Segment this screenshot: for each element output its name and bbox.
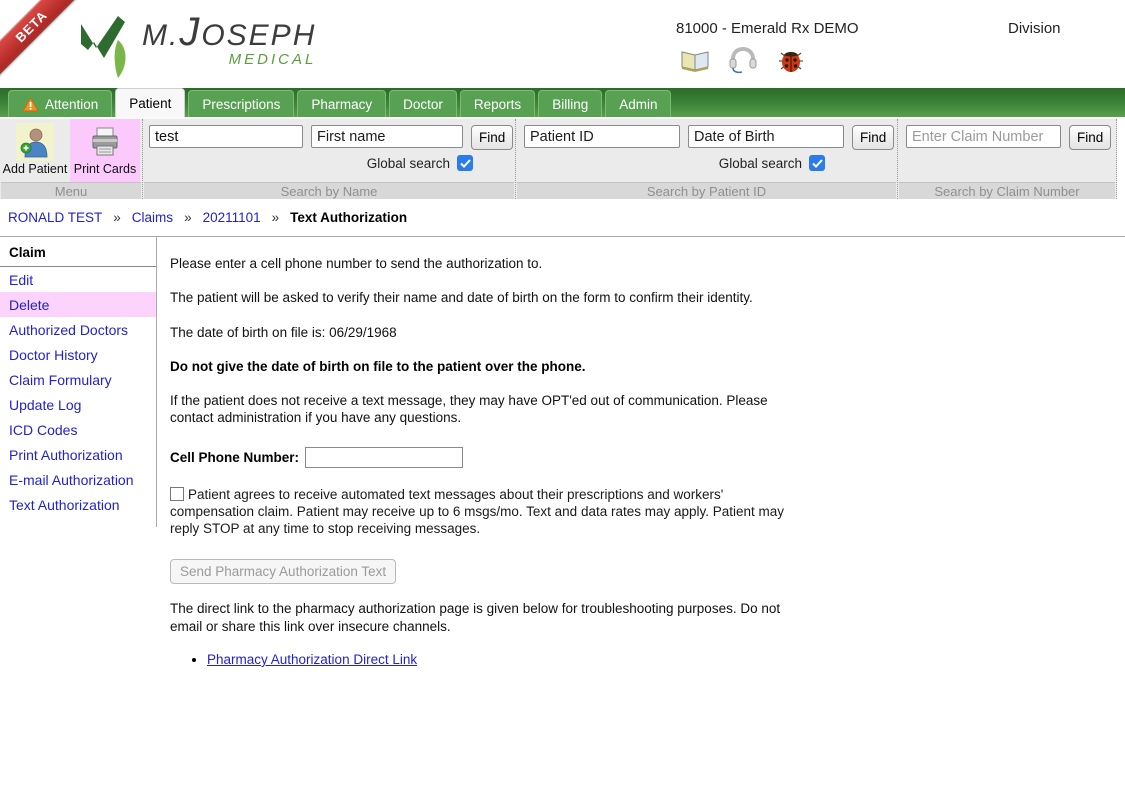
tab-label: Pharmacy (311, 96, 373, 112)
tab-doctor[interactable] (389, 90, 457, 117)
beta-ribbon-label: BETA (12, 7, 50, 45)
toolbar-section-search-by-name (143, 119, 516, 199)
toolbar-section-search-by-claim (898, 119, 1117, 199)
logo-subtitle: MEDICAL (228, 51, 317, 68)
tab-label: Patient (129, 95, 172, 111)
tab-patient[interactable] (115, 88, 185, 117)
sidebar-title: Claim (0, 237, 156, 267)
find-by-claim-button[interactable]: Find (1069, 125, 1111, 150)
tab-billing[interactable] (538, 90, 602, 117)
breadcrumb-separator: » (113, 210, 121, 225)
section-label-menu: Menu (1, 182, 141, 199)
global-search-name-checkbox[interactable] (457, 155, 473, 171)
tab-label: Billing (552, 96, 589, 112)
agreement-checkbox[interactable] (170, 487, 184, 501)
breadcrumb-claim-date-link[interactable]: 20211101 (202, 210, 261, 225)
add-patient-icon (16, 123, 54, 161)
find-by-patient-id-button[interactable]: Find (852, 125, 894, 150)
claim-number-input[interactable] (906, 125, 1061, 148)
agreement-row (170, 486, 802, 538)
global-search-label: Global search (718, 155, 802, 171)
sidebar-item-email-authorization[interactable]: E-mail Authorization (9, 472, 134, 488)
section-label-search-by-patient-id: Search by Patient ID (517, 182, 896, 199)
manual-book-icon[interactable] (678, 46, 712, 76)
dob-warning: Do not give the date of birth on file to the patient over the phone. (170, 358, 586, 374)
tab-label: Doctor (403, 96, 443, 112)
tab-reports[interactable] (460, 90, 535, 117)
bug-report-icon[interactable] (774, 46, 808, 76)
breadcrumb-separator: » (184, 210, 192, 225)
tab-pharmacy[interactable] (297, 90, 386, 117)
date-of-birth-input[interactable] (688, 125, 844, 148)
send-authorization-text-button[interactable]: Send Pharmacy Authorization Text (170, 559, 396, 584)
direct-link-list (207, 652, 1125, 667)
sidebar-item-doctor-history[interactable]: Doctor History (9, 347, 98, 363)
agreement-text: Patient agrees to receive automated text messages about their prescriptions and workers' compensation claim. Patient may receive up to 6 msgs/mo. Text and data rates may apply. Patient may reply STOP at any time to stop receiving messages. (170, 486, 785, 537)
cell-phone-input[interactable] (305, 447, 463, 468)
toolbar-section-menu (0, 119, 143, 199)
add-patient-label: Add Patient (2, 162, 68, 176)
claim-sidebar (0, 237, 157, 527)
print-cards-label: Print Cards (73, 162, 137, 176)
main-nav (0, 88, 1125, 119)
logo-text (142, 12, 316, 67)
find-by-name-button[interactable]: Find (471, 125, 513, 150)
tab-admin[interactable] (605, 90, 671, 117)
warning-icon (22, 97, 39, 112)
printer-icon (86, 123, 124, 161)
sidebar-item-text-authorization[interactable]: Text Authorization (9, 497, 120, 513)
header-icons (678, 46, 808, 76)
section-label-search-by-claim: Search by Claim Number (899, 182, 1115, 199)
sidebar-item-claim-formulary[interactable]: Claim Formulary (9, 372, 112, 388)
tab-label: Admin (619, 96, 658, 112)
toolbar-spacer (1117, 119, 1125, 199)
tab-attention[interactable] (8, 90, 112, 117)
sidebar-item-delete[interactable]: Delete (0, 292, 156, 317)
toolbar (0, 119, 1125, 199)
support-headset-icon[interactable] (726, 46, 760, 76)
beta-ribbon (0, 0, 85, 80)
logo-wordmark (142, 12, 316, 52)
breadcrumb-current-page: Text Authorization (290, 210, 408, 225)
add-patient-button[interactable] (0, 119, 70, 182)
app-logo (78, 12, 316, 80)
cell-phone-label: Cell Phone Number: (170, 449, 300, 465)
logo-part-oseph: OSEPH (201, 19, 317, 52)
logo-part-j: J (179, 10, 202, 54)
logo-mark-icon (78, 14, 132, 80)
account-title: 81000 - Emerald Rx DEMO (676, 20, 859, 37)
global-search-label: Global search (366, 155, 450, 171)
tab-prescriptions[interactable] (188, 90, 294, 117)
division-label[interactable]: Division (1008, 20, 1061, 37)
breadcrumb (0, 199, 1125, 237)
instruction-enter-phone: Please enter a cell phone number to send the authorization to. (170, 256, 543, 271)
sidebar-item-authorized-doctors[interactable]: Authorized Doctors (9, 322, 129, 338)
direct-link-list-item (207, 652, 1125, 667)
section-label-search-by-name: Search by Name (144, 182, 514, 199)
tab-label: Prescriptions (202, 96, 281, 112)
last-name-input[interactable] (149, 125, 303, 148)
pharmacy-authorization-direct-link[interactable]: Pharmacy Authorization Direct Link (207, 651, 418, 667)
phone-row (170, 447, 1125, 468)
patient-id-input[interactable] (524, 125, 680, 148)
header (0, 0, 1125, 88)
instruction-verify-identity: The patient will be asked to verify their name and date of birth on the form to confirm their identity. (170, 290, 753, 306)
tab-label: Attention (45, 96, 99, 112)
toolbar-section-search-by-patient-id (516, 119, 898, 199)
text-authorization-panel (157, 237, 1125, 671)
print-cards-button[interactable] (70, 119, 140, 182)
sidebar-item-edit[interactable]: Edit (9, 272, 34, 288)
tab-label: Reports (473, 96, 522, 112)
sidebar-item-print-authorization[interactable]: Print Authorization (9, 447, 123, 463)
opt-out-note: If the patient does not receive a text message, they may have OPT'ed out of communication. Please contact administration if you have any questions. (170, 393, 768, 426)
sidebar-item-icd-codes[interactable]: ICD Codes (9, 422, 78, 438)
first-name-input[interactable] (311, 125, 463, 148)
logo-part-m: M. (142, 19, 180, 52)
global-search-patient-id-checkbox[interactable] (809, 155, 825, 171)
dob-on-file: The date of birth on file is: 06/29/1968 (170, 324, 397, 340)
breadcrumb-claims-link[interactable]: Claims (131, 210, 174, 225)
direct-link-note: The direct link to the pharmacy authorization page is given below for troubleshooting purposes. Do not email or share this link over insecure channels. (170, 601, 781, 634)
breadcrumb-separator: » (271, 210, 280, 225)
sidebar-item-update-log[interactable]: Update Log (9, 397, 82, 413)
breadcrumb-patient-link[interactable]: RONALD TEST (8, 210, 103, 225)
